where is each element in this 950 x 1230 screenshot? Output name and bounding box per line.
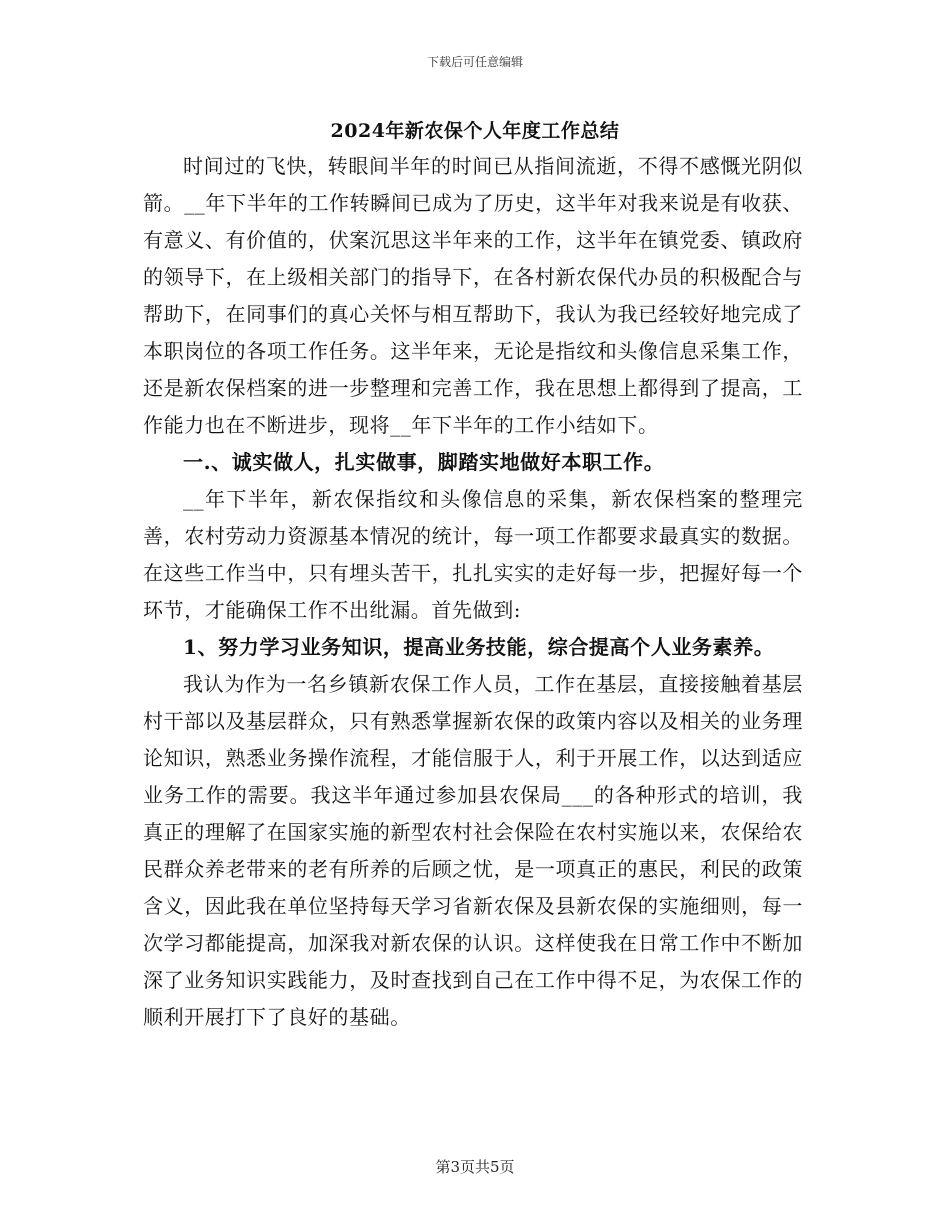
document-body	[143, 148, 803, 1036]
section-heading-1: 一.、诚实做人，扎实做事，脚踏实地做好本职工作。	[183, 450, 665, 474]
document-title: 2024年新农保个人年度工作总结	[330, 120, 620, 142]
subsection-heading-1: 1、努力学习业务知识，提高业务技能，综合提高个人业务素养。	[183, 635, 775, 659]
page-number-footer: 第3页共5页	[435, 1158, 515, 1176]
paragraph-intro: 时间过的飞快，转眼间半年的时间已从指间流逝，不得不感慨光阴似箭。__年下半年的工作转瞬间已成为了历史，这半年对我来说是有收获、有意义、有价值的，伏案沉思这半年来的工作，这半年在镇党委、镇政府的领导下，在上级相关部门的指导下，在各村新农保代办员的积极配合与帮助下，在同事们的真心关怀与相互帮助下，我认为我已经较好地完成了本职岗位的各项工作任务。这半年来，无论是指纹和头像信息采集工作，还是新农保档案的进一步整理和完善工作，我在思想上都得到了提高，工作能力也在不断进步，现将__年下半年的工作小结如下。	[143, 154, 803, 437]
header-note: 下载后可任意编辑	[426, 55, 523, 69]
paragraph-section-1: __年下半年，新农保指纹和头像信息的采集，新农保档案的整理完善，农村劳动力资源基本情况的统计，每一项工作都要求最真实的数据。在这些工作当中，只有埋头苦干，扎扎实实的走好每一步，把握好每一个环节，才能确保工作不出纰漏。首先做到:	[143, 487, 803, 622]
paragraph-subsection-1: 我认为作为一名乡镇新农保工作人员，工作在基层，直接接触着基层村干部以及基层群众，只有熟悉掌握新农保的政策内容以及相关的业务理论知识，熟悉业务操作流程，才能信服于人，利于开展工作，以达到适应业务工作的需要。我这半年通过参加县农保局___的各种形式的培训，我真正的理解了在国家实施的新型农村社会保险在农村实施以来，农保给农民群众养老带来的老有所养的后顾之忧，是一项真正的惠民，利民的政策含义，因此我在单位坚持每天学习省新农保及县新农保的实施细则，每一次学习都能提高，加深我对新农保的认识。这样使我在日常工作中不断加深了业务知识实践能力，及时查找到自己在工作中得不足，为农保工作的顺利开展打下了良好的基础。	[143, 672, 803, 1029]
